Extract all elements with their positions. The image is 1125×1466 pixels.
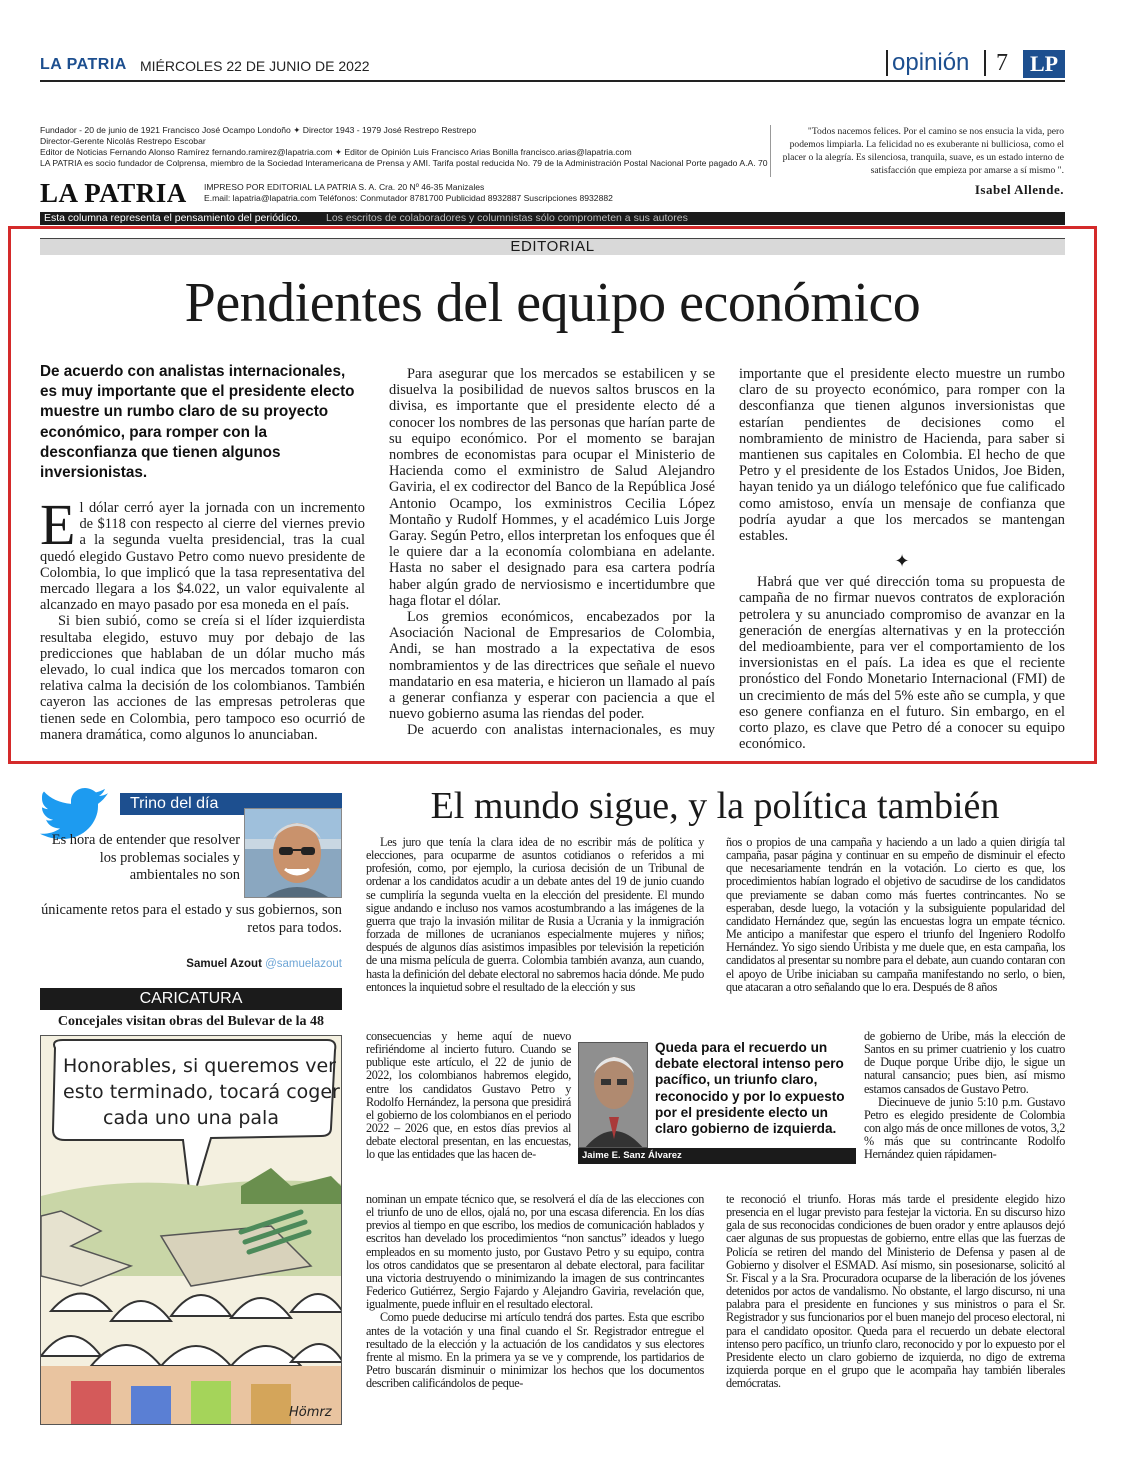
editorial-paragraph: Los gremios económicos, encabezados por la Asociación Nacional de Empresarios de Colombia, Andi, se han mostrado a la expectativa de esos nombramientos y de las directrices que señale el nuevo mandatario en esa materia, e hicieron un llamado al país a generar confianza y esperar con paciencia a que el nuevo gobierno asuma las riendas del poder. [389, 609, 715, 723]
drop-cap: E [40, 492, 76, 557]
daily-quote: "Todos nacemos felices. Por el camino se nos ensucia la vida, pero podemos limpiarla. La felicidad no es exuberante ni bulliciosa, como el placer o la alegría. Es silenciosa, tranquila, suave, es un estado interno de satisfacción que empieza por amarse a sí mismo ". [770, 125, 1064, 177]
masthead-editors: Editor de Noticias Fernando Alonso Ramírez fernando.ramirez@lapatria.com ✦ Editor de Opinión Luis Francisco Arias Bonilla francisco.arias@lapatria.com [40, 147, 632, 157]
brand-name: LA PATRIA [40, 56, 127, 73]
cartoonist-signature: Hömrz [289, 1405, 332, 1420]
trino-label: Trino del día [130, 795, 219, 812]
column-paragraph: Les juro que tenía la clara idea de no escribir más de política y elecciones, para ocuparme de asuntos cotidianos o referidos a mi profesión, como, por ejemplo, la curiosa decisión de un Tribunal de ordenar a los candidatos acudir a un debate antes del 19 de junio cuando se cumpliría la segunda vuelta en la elección del presidente. El mundo sigue andando e incluso nos vamos acostumbrando a las imágenes de la guerra que trajo la invasión militar de Rusia a Ucrania y la inmigración forzada de millones de ucranianos especialmente mujeres y niños; después de algunos días asistimos impasibles por televisión la repetición de una misma película de guerra. Colombia también avanza, aun cuando, hasta la definición del debate electoral no sabremos hacia dónde. Me pudo entonces la inquietud sobre el resultado de la elección y sus [366, 835, 704, 994]
paragraph-text: l dólar cerró ayer la jornada con un incremento de $118 con respecto al cierre del viernes previo a la segunda vuelta presidencial, tras la cual quedó elegido Gustavo Petro como nuevo presidente de Colombia, lo que implicó que la tasa representativa del mercado llegara a los $4.022, un valor equivalente al alcanzado en mayo pasado por esa moneda en el país. [40, 500, 365, 614]
newspaper-logo: LA PATRIA [40, 178, 187, 208]
editorial-column-1 [40, 492, 365, 743]
trino-author [40, 958, 342, 970]
editorial-column-3 [739, 366, 1065, 752]
caricatura-title: Concejales visitan obras del Bulevar de la 48 [57, 1014, 325, 1029]
editorial-column-2 [389, 366, 715, 739]
columnist-photo [578, 1042, 648, 1148]
disclaimer-right: Los escritos de colaboradores y columnistas sólo comprometen a sus autores [326, 212, 688, 224]
pull-quote: Queda para el recuerdo un debate electoral intenso pero pacífico, un triunfo claro, reconocido y por lo expuesto por el presidente electo un claro gobierno de izquierda. [655, 1040, 845, 1137]
editorial-paragraph [40, 492, 365, 614]
column-paragraph: nominan un empate técnico que, se resolverá el día de las elecciones con el triunfo de uno de ellos, ojalá no, por una escasa diferencia. En los días previos al tiempo en que escribo, los medios de comunicación hablados y escritos han develado los procedimientos “non sanctus” ideados y luego empleados en su momento justo, por Gustavo Petro y su equipo, contra los otros candidatos que se presentaron al debate electoral, para facilitar una victoria destruyendo o minimizando la imagen de sus contrincantes Federico Gutiérrez, Sergio Fajardo y Alejandro Gaviria, revelación que, igualmente, puede influir en el resultado electoral. [366, 1192, 704, 1312]
editorial-paragraph: De acuerdo con analistas internacionales, es muy [407, 722, 715, 739]
trino-text-part-1: Es hora de entender que resolver los problemas sociales y ambientales no son [51, 832, 240, 883]
editorial-title: Pendientes del equipo económico [184, 272, 921, 334]
issue-date: MIÉRCOLES 22 DE JUNIO DE 2022 [140, 58, 370, 74]
page-number: 7 [984, 50, 1008, 76]
editorial-paragraph: importante que el presidente electo muestre un rumbo claro de su proyecto económico, para romper con la desconfianza que tienen algunos inversionistas que estarían pendientes de decisiones como el nombramiento de ministro de Hacienda, para saber si mantienen sus capitales en Colombia. El hecho de que Petro y el presidente de los Estados Unidos, Joe Biden, hayan tenido ya un diálogo telefónico que fue calificado como amistoso, envía un mensaje de confianza que podría ayudar a que los mercados se mantengan estables. [739, 366, 1065, 545]
author-photo [244, 808, 342, 898]
cartoon-illustration [40, 1035, 342, 1425]
contact-info: E.mail: lapatria@lapatria.com Teléfonos: Conmutador 8781700 Publicidad 8932887 Suscripciones 8932882 [204, 193, 613, 203]
bubble-line-2: esto terminado, tocará coger [63, 1081, 340, 1103]
bubble-line-3: cada uno una pala [103, 1107, 279, 1129]
editorial-paragraph: Habrá que ver qué dirección toma su propuesta de campaña de no firmar nuevos contratos de exploración petrolera y su anunciado compromiso de avanzar en la generación de energías alternativas y en la protección del medioambiente, para ver el comportamiento de los inversionistas en el país. La idea es que el reciente pronóstico del Fondo Monetario Internacional (FMI) de un crecimiento de más del 5% este año se cumpla, y que eso genere confianza en el futuro. Sin embargo, en el corto plazo, es clave que Petro dé a conocer su equipo económico. [739, 574, 1065, 753]
column-text-block [726, 1193, 1065, 1390]
column-text-block [864, 1030, 1065, 1162]
printer-info: IMPRESO POR EDITORIAL LA PATRIA S. A. Cra. 20 Nº 46-35 Manizales [204, 182, 485, 192]
column-text-block [366, 1193, 704, 1390]
bubble-line-1: Honorables, si queremos ver [63, 1055, 336, 1077]
trino-text-part-2: únicamente retos para el estado y sus gobiernos, son retos para todos. [41, 902, 342, 936]
editorial-label: EDITORIAL [510, 238, 595, 255]
top-bar [40, 50, 1065, 82]
disclaimer-left: Esta columna representa el pensamiento del periódico. [44, 212, 301, 224]
caricatura-label: CARICATURA [139, 990, 243, 1007]
section-ornament: ✦ [894, 551, 910, 572]
column-paragraph: de gobierno de Uribe, más la elección de Santos en su primer cuatrienio y los cuatro de Duque porque Uribe dijo, le sigue un natural cansancio; pues bien, así mismo estamos cansados de Gustavo Petro. [864, 1029, 1065, 1096]
column-paragraph: Como puede deducirse mi artículo tendrá dos partes. Esta que escribo antes de la votación y una final cuando el Sr. Registrador entregue el resultado de la elección y la actuación de los candidatos y sus electores frente al mismo. En la primera ya se ve y comprende, los partidarios de Petro buscarán disminuir o minimizar los hechos que los documentos describen calificándolos de peque- [366, 1310, 704, 1391]
masthead-director: Director-Gerente Nicolás Restrepo Escobar [40, 136, 206, 146]
column-paragraph: Diecinueve de junio 5:10 p.m. Gustavo Petro es elegido presidente de Colombia con algo más de once millones de votos, 3,2 % más que su contrincante Rodolfo Hernández quien rápidamen- [864, 1094, 1065, 1162]
column-paragraph: consecuencias y heme aquí de nuevo refiriéndome al incierto futuro. Cuando se publique este artículo, el 22 de junio de 2022, los colombianos habremos elegido, entre los candidatos Gustavo Petro y Rodolfo Hernández, la persona que presidirá el gobierno de los colombianos en el periodo 2022 – 2026 que, en estos días previos al debate electoral presentan, en las encuestas, lo que las entidades que las hacen de- [366, 1029, 571, 1162]
column-text-block [366, 1030, 571, 1162]
lp-logo: LP [1023, 50, 1065, 78]
column-title: El mundo sigue, y la política también [430, 785, 1000, 827]
author-caption: Jaime E. Sanz Álvarez [582, 1150, 682, 1161]
masthead-membership: LA PATRIA es socio fundador de Colprensa, miembro de la Sociedad Interamericana de Prensa y AMI. Tarifa postal reducida No. 79 de la Administración Postal Nacional Porte pagado A.A. 70 [40, 158, 768, 168]
column-text-block [726, 836, 1065, 994]
column-text-block [366, 836, 704, 994]
trino-author-name: Samuel Azout [186, 958, 262, 970]
section-name: opinión [886, 50, 969, 76]
masthead-founders: Fundador - 20 de junio de 1921 Francisco José Ocampo Londoño ✦ Director 1943 - 1979 José Restrepo Restrepo [40, 125, 477, 135]
trino-author-handle[interactable]: @samuelazout [265, 958, 342, 970]
quote-author: Isabel Allende. [974, 182, 1064, 197]
editorial-lead: De acuerdo con analistas internacionales, es muy importante que el presidente electo muestre un rumbo claro de su proyecto económico, para romper con la desconfianza que tienen algunos inversionistas. [40, 363, 355, 482]
editorial-paragraph: Si bien subió, como se creía si el líder izquierdista resultaba elegido, estuvo muy por debajo de las predicciones que hablaban de un dólar mucho más elevado, lo cual indica que los mercados tomaron con relativa calma la decisión de los colombianos. También cayeron las acciones de las empresas petroleras que tienen sede en Colombia, pero tampoco eso ocurrió de manera dramática, como algunos lo anunciaban. [40, 613, 365, 743]
column-paragraph: te reconoció el triunfo. Horas más tarde el presidente elegido hizo presencia en el lugar previsto para festejar la victoria. En su discurso hizo gala de sus reconocidas condiciones de buen orador y entre aplausos dejó caer algunas de sus propuestas de gobierno, entre ellas que las fuerzas de Policía se retiren del mando del Ministerio de Defensa y pasen al de Gobierno y disolver el ESMAD. Así mismo, sin posesionarse, solicitó al Sr. Fiscal y a la Sra. Procuradora ocuparse de la liberación de los jóvenes detenidos por actos de vandalismo. No obstante, el largo discurso, ni una palabra para el presidente en funciones y sus ministros o para el Sr. Registrador y sus funcionarios por el buen manejo del proceso electoral, ni para el candidato opositor. Queda para el recuerdo un debate electoral intenso pero pacífico, un triunfo claro, reconocido y por lo expuesto por el Presidente electo un claro gobierno de izquierda, no digo de extrema izquierda porque en el grupo que le acompaña hay también liberales demócratas. [726, 1192, 1065, 1391]
column-paragraph: ños o propios de una campaña y haciendo a un lado a quien dirigía tal campaña, pasar página y continuar en su empeño de disminuir el efecto que necesariamente tendrán en la votación. Lo cierto es que, los procedimientos habían logrado el objetivo de sacudirse de los candidatos que previamente se daban como más fuertes contrincantes. No se esperaban, desde luego, la votación y la subsiguiente popularidad del candidato Hernández que, según las encuestas logra un empate técnico. Me anticipo a manifestar que espero el triunfo del Ingeniero Rodolfo Hernández. Yo sigo siendo Uribista y me duele que, en esta campaña, los candidatos al presentar su nombre para el debate, aun cuando contaran con el apoyo de Uribe iniciaban su campaña manifestando no serlo, o bien, que atacaran a otro señalando que lo era. Después de 8 años [726, 835, 1065, 994]
editorial-paragraph: Para asegurar que los mercados se estabilicen y se disuelva la posibilidad de nuevos saltos bruscos en la divisa, es importante que el presidente electo dé a conocer los nombres de las personas que harían parte de su equipo económico. Por el momento se barajan nombres de economistas para ocupar el Ministerio de Hacienda como el exministro de Salud Alejandro Gaviria, el ex codirector del Banco de la República José Antonio Ocampo, los exministros Cecilia López Montaño y Rudolf Hommes, y el académico Luis Jorge Garay. Según Petro, ellos interpretan los enfoques que él le quiere dar a la economía colombiana en adelante. Hasta no saber el designado para esa cartera podría haber algún grado de nerviosismo e incertidumbre que haga flotar el dólar. [389, 366, 715, 609]
